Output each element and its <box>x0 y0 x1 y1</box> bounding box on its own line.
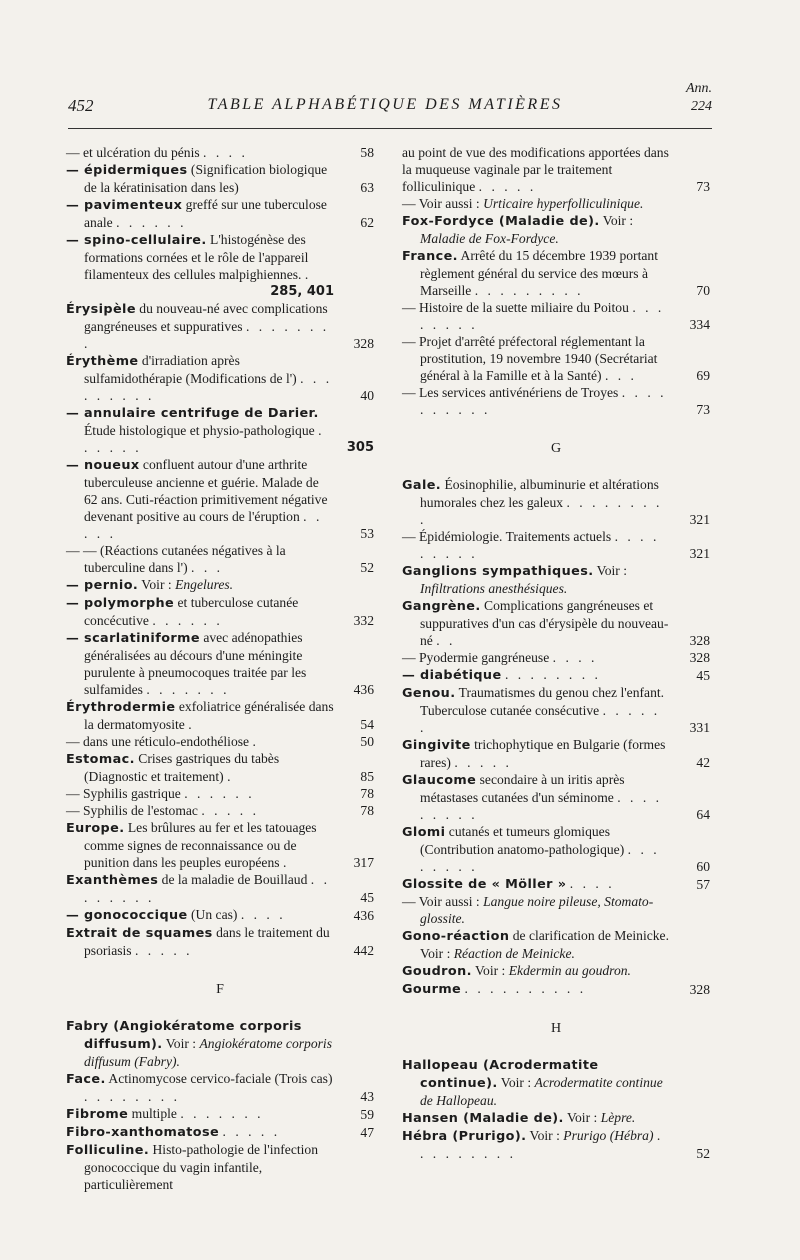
page-ref: 328 <box>689 650 710 665</box>
index-entry: Ganglions sympathiques. Voir : Infiltrations anesthésiques. <box>402 563 627 596</box>
page-ref: 40 <box>360 388 374 403</box>
entry-head: Gingivite <box>402 738 471 753</box>
index-entry: Érythème d'irradiation après sulfamidothérapie (Modifications de l') . . . . . . . . . 40 <box>66 353 374 403</box>
page-ref: 328 <box>689 982 710 997</box>
index-entry: — épidermiques (Signification biologique de la kératinisation dans les) 63 <box>66 162 374 195</box>
entry-head: Glomi <box>402 825 446 840</box>
left-column <box>66 144 374 1193</box>
index-entry: — spino-cellulaire. L'histogénèse des formations cornées et le rôle de l'appareil filamenteux des cellules malpighiennes. . <box>66 232 312 282</box>
index-entry: Exanthèmes de la maladie de Bouillaud . . . . . . . . 45 <box>66 872 374 905</box>
running-title: TABLE ALPHABÉTIQUE DES MATIÈRES <box>207 96 563 113</box>
index-entry: France. Arrêté du 15 décembre 1939 portant règlement général du service des mœurs à Marseille . . . . . . . . . 70 <box>402 248 710 298</box>
entry-head: Exanthèmes <box>66 873 159 888</box>
index-entry: — polymorphe et tuberculose cutanée concécutive . . . . . . 332 <box>66 595 374 628</box>
index-entry: Gourme . . . . . . . . . . 328 <box>402 981 710 997</box>
entry-head: Hébra (Prurigo). <box>402 1129 527 1144</box>
index-entry: Glossite de « Möller » . . . . 57 <box>402 876 710 892</box>
entry-head: Folliculine. <box>66 1143 150 1158</box>
page-ref: 73 <box>696 179 710 194</box>
entry-head: Fibrome <box>66 1107 129 1122</box>
entry-head: Estomac. <box>66 752 135 767</box>
page-ref: 328 <box>689 633 710 648</box>
page-ref: 317 <box>353 855 374 870</box>
entry-head: Fibro-xanthomatose <box>66 1125 220 1140</box>
page-ref: 50 <box>360 734 374 749</box>
entry-head: Genou. <box>402 686 456 701</box>
page-ref: 436 <box>353 908 374 923</box>
annals-label: Ann. <box>685 81 712 96</box>
entry-head: — gonococcique <box>66 908 188 923</box>
annals-volume: 224 <box>691 99 712 114</box>
index-entry: Hansen (Maladie de). Voir : Lèpre. <box>402 1110 636 1126</box>
index-entry: Fox-Fordyce (Maladie de). Voir : Maladie de Fox-Fordyce. <box>402 213 634 246</box>
page-ref: 73 <box>696 402 710 417</box>
entry-head: — noueux <box>66 458 140 473</box>
entry-head: Ganglions sympathiques. <box>402 564 594 579</box>
index-entry: — Les services antivénériens de Troyes . . . . . . . . . . 73 <box>402 385 710 417</box>
index-entry: Hallopeau (Acrodermatite continue). Voir : Acrodermatite continue de Hallopeau. <box>402 1058 663 1108</box>
index-entry: Goudron. Voir : Ekdermin au goudron. <box>402 963 631 979</box>
page-ref: 58 <box>360 145 374 160</box>
entry-head: — annulaire centrifuge de Darier. <box>66 406 319 421</box>
page-ref: 436 <box>353 682 374 697</box>
index-entry: — gonococcique (Un cas) . . . . 436 <box>66 907 374 923</box>
index-entry: — scarlatiniforme avec adénopathies généralisées au décours d'une méningite purulente à pneumocoques traitée par les sulfamides . . . . . . . 436 <box>66 630 374 697</box>
page-ref: 64 <box>696 807 710 822</box>
section-letter: G <box>550 441 562 456</box>
index-entry: — pavimenteux greffé sur une tuberculose anale . . . . . . 62 <box>66 197 374 230</box>
page-ref: 321 <box>689 512 710 527</box>
entry-head: — scarlatiniforme <box>66 631 200 646</box>
page-ref: 52 <box>360 560 374 575</box>
page-ref: 328 <box>353 336 374 351</box>
index-entry: — Épidémiologie. Traitements actuels . . . . . . . . . 321 <box>402 529 710 561</box>
page-ref: 334 <box>689 317 710 332</box>
page-ref: 85 <box>360 769 374 784</box>
entry-head: Hansen (Maladie de). <box>402 1111 564 1126</box>
index-entry: — Pyodermie gangréneuse . . . . 328 <box>402 650 710 665</box>
index-entry: Gangrène. Complications gangréneuses et suppuratives d'un cas d'érysipèle du nouveau-né . . 328 <box>402 598 710 648</box>
page-header <box>0 0 800 140</box>
page-ref: 60 <box>696 859 710 874</box>
entry-head: — diabétique <box>402 668 502 683</box>
entry-head: Érythème <box>66 354 139 369</box>
index-entry: Érythrodermie exfoliatrice généralisée dans la dermatomyosite . 54 <box>66 699 374 732</box>
page-ref: 42 <box>696 755 710 770</box>
index-entry: Hébra (Prurigo). Voir : Prurigo (Hébra) . . . . . . . . . 52 <box>402 1128 710 1161</box>
index-entry: Gale. Éosinophilie, albuminurie et altérations humorales chez les galeux . . . . . . . . . 321 <box>402 477 710 527</box>
index-entry: Extrait de squames dans le traitement du psoriasis . . . . . 442 <box>66 925 374 958</box>
page-number: 452 <box>68 96 94 115</box>
entry-head: Érythrodermie <box>66 700 176 715</box>
page-ref: 57 <box>696 877 710 892</box>
index-entry: Glomi cutanés et tumeurs glomiques (Contribution anatomo-pathologique) . . . . . . . . 60 <box>402 824 710 874</box>
entry-head: Gale. <box>402 478 442 493</box>
annals-reference <box>686 80 712 116</box>
index-entry: Glaucome secondaire à un iritis après métastases cutanées d'un séminome . . . . . . . . . 64 <box>402 772 710 822</box>
index-entry: Genou. Traumatismes du genou chez l'enfant. Tuberculose cutanée consécutive . . . . . . 331 <box>402 685 710 735</box>
page-ref: 70 <box>696 283 710 298</box>
page-ref: 62 <box>360 215 374 230</box>
index-entry: Fabry (Angiokératome corporis diffusum). Voir : Angiokératome corporis diffusum (Fabry). <box>66 1019 333 1069</box>
entry-head: Hallopeau (Acrodermatite continue). <box>402 1058 599 1091</box>
index-entry: Érysipèle du nouveau-né avec complications gangréneuses et suppuratives . . . . . . . . 328 <box>66 301 374 351</box>
index-entry: — — (Réactions cutanées négatives à la tuberculine dans l') . . . 52 <box>66 543 374 575</box>
page-ref: 321 <box>689 546 710 561</box>
page-ref: 59 <box>360 1107 374 1122</box>
right-column <box>402 144 710 1162</box>
entry-head: Érysipèle <box>66 302 136 317</box>
page-ref: 78 <box>360 786 374 801</box>
index-entry: Fibro-xanthomatose . . . . . 47 <box>66 1124 374 1140</box>
page-ref: 78 <box>360 803 374 818</box>
entry-head: Extrait de squames <box>66 926 213 941</box>
entry-head: Gono-réaction <box>402 929 510 944</box>
index-entry: — Voir aussi : Urticaire hyperfolliculinique. <box>402 196 644 211</box>
index-entry: — Projet d'arrêté préfectoral réglementant la prostitution, 19 novembre 1940 (Secrétariat général à la Famille et à la Santé) . . . 69 <box>402 334 710 383</box>
index-entry: — Voir aussi : Langue noire pileuse, Stomato-glossite. <box>402 894 654 926</box>
page-ref: 45 <box>360 890 374 905</box>
entry-head: — épidermiques <box>66 163 188 178</box>
index-entry: — pernio. Voir : Engelures. <box>66 577 234 593</box>
section-letter: H <box>550 1021 562 1036</box>
page-ref: 332 <box>353 613 374 628</box>
page-ref: 69 <box>696 368 710 383</box>
index-entry: Gingivite trichophytique en Bulgarie (formes rares) . . . . . 42 <box>402 737 710 770</box>
entry-head: Europe. <box>66 821 125 836</box>
page-ref: 285, 401 <box>270 284 334 299</box>
index-entry: — diabétique . . . . . . . . 45 <box>402 667 710 683</box>
page-ref: 53 <box>360 526 374 541</box>
index-entry: Folliculine. Histo-pathologie de l'infection gonococcique du vagin infantile, particulièrement <box>66 1142 319 1192</box>
page-ref: 47 <box>360 1125 374 1140</box>
entry-head: Face. <box>66 1072 106 1087</box>
index-entry: — et ulcération du pénis . . . . 58 <box>66 145 374 160</box>
entry-head: Fox-Fordyce (Maladie de). <box>402 214 600 229</box>
entry-head: Gourme <box>402 982 462 997</box>
index-entry: — dans une réticulo-endothéliose . 50 <box>66 734 374 749</box>
index-entry: Gono-réaction de clarification de Meinicke. Voir : Réaction de Meinicke. <box>402 928 669 961</box>
entry-head: — spino-cellulaire. <box>66 233 207 248</box>
index-entry: Fibrome multiple . . . . . . . 59 <box>66 1106 374 1122</box>
page-ref: 305 <box>346 440 374 455</box>
entry-head: — pernio. <box>66 578 139 593</box>
page-ref: 43 <box>360 1089 374 1104</box>
header-rule <box>68 128 712 129</box>
entry-head: Glaucome <box>402 773 477 788</box>
page-ref: 331 <box>689 720 710 735</box>
index-entry: Face. Actinomycose cervico-faciale (Trois cas) . . . . . . . . 43 <box>66 1071 374 1104</box>
entry-head: France. <box>402 249 458 264</box>
entry-head: Gangrène. <box>402 599 481 614</box>
page-ref: 54 <box>360 717 374 732</box>
index-entry: — Histoire de la suette miliaire du Poitou . . . . . . . . 334 <box>402 300 710 332</box>
page-ref: 45 <box>696 668 710 683</box>
entry-head: — polymorphe <box>66 596 175 611</box>
index-entry: — Syphilis gastrique . . . . . . 78 <box>66 786 374 801</box>
page-ref: 63 <box>360 180 374 195</box>
page-ref: 442 <box>353 943 374 958</box>
entry-head: Glossite de « Möller » <box>402 877 567 892</box>
entry-head: Fabry (Angiokératome corporis diffusum). <box>66 1019 302 1052</box>
index-entry: — Syphilis de l'estomac . . . . . 78 <box>66 803 374 818</box>
entry-head: Goudron. <box>402 964 472 979</box>
index-entry: — annulaire centrifuge de Darier. Étude histologique et physio-pathologique . . . . . . 305 <box>66 406 374 455</box>
index-entry-continued: au point de vue des modifications apportées dans la muqueuse vaginale par le traitement folliculinique . . . . . 73 <box>402 145 710 194</box>
entry-head: — pavimenteux <box>66 198 183 213</box>
section-letter: F <box>216 982 224 997</box>
index-entry: Estomac. Crises gastriques du tabès (Diagnostic et traitement) . 85 <box>66 751 374 784</box>
page-ref: 52 <box>696 1146 710 1161</box>
index-entry: — noueux confluent autour d'une arthrite tuberculeuse ancienne et guérie. Malade de 62 ans. Cuti-réaction primitivement négative devenant positive au cours de l'éruption . . . . . 53 <box>66 457 374 541</box>
index-entry: Europe. Les brûlures au fer et les tatouages comme signes de reconnaissance ou de punition dans les peuples européens . 317 <box>66 820 374 870</box>
